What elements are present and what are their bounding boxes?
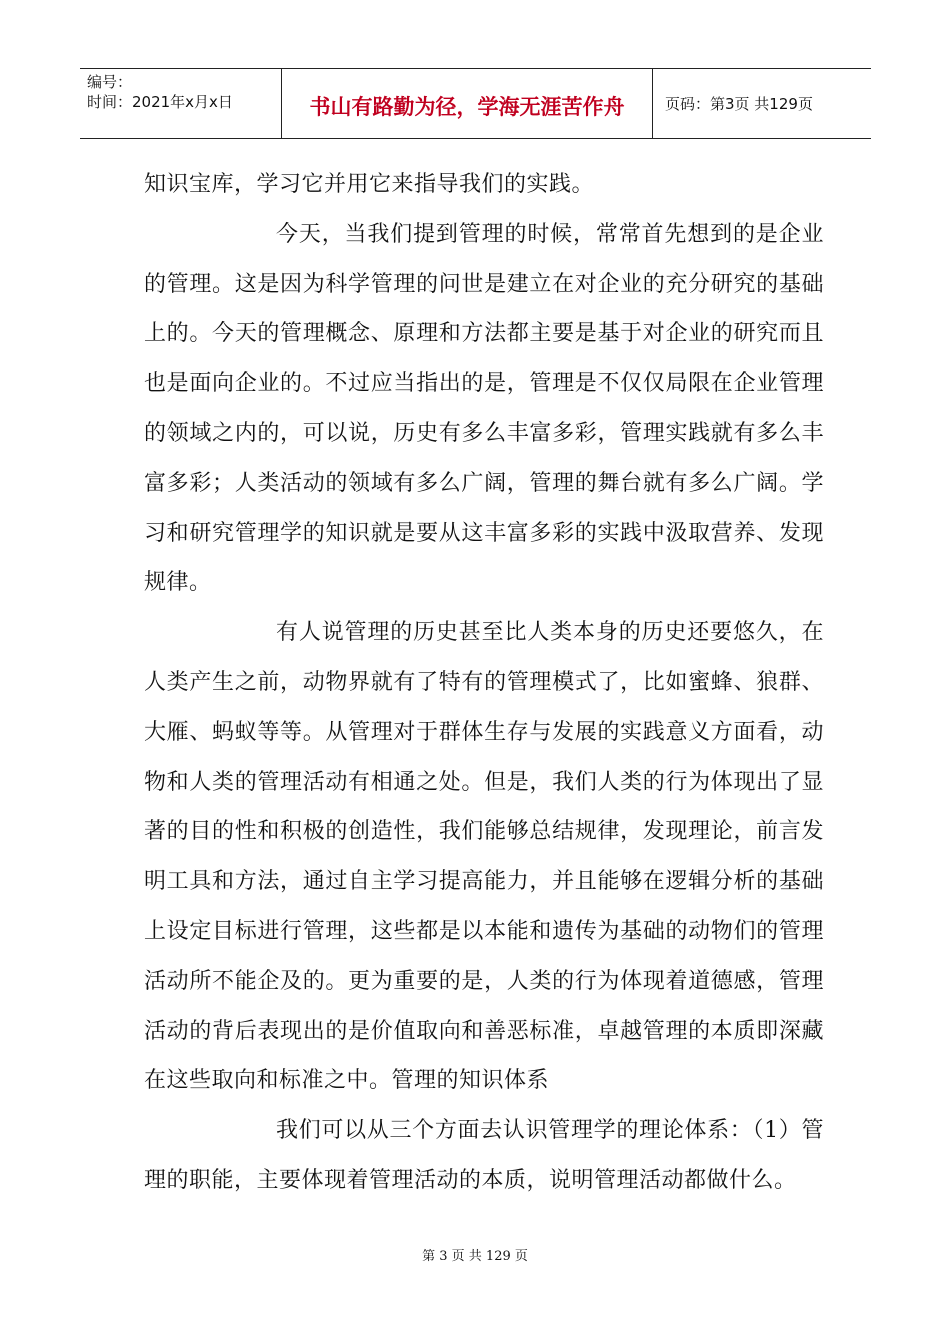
header-page-code: 页码：第3页 共129页 xyxy=(665,95,813,113)
header-page-cell xyxy=(653,69,871,138)
body-paragraph: 有人说管理的历史甚至比人类本身的历史还要悠久，在人类产生之前，动物界就有了特有的管理模式了，比如蜜蜂、狼群、大雁、蚂蚁等等。从管理对于群体生存与发展的实践意义方面看，动物和人类的管理活动有相通之处。但是，我们人类的行为体现出了显著的目的性和积极的创造性，我们能够总结规律，发现理论，前言发明工具和方法，通过自主学习提高能力，并且能够在逻辑分析的基础上设定目标进行管理，这些都是以本能和遗传为基础的动物们的管理活动所不能企及的。更为重要的是，人类的行为体现着道德感，管理活动的背后表现出的是价值取向和善恶标准，卓越管理的本质即深藏在这些取向和标准之中。管理的知识体系 xyxy=(144,620,824,1094)
body-paragraph: 今天，当我们提到管理的时候，常常首先想到的是企业的管理。这是因为科学管理的问世是建立在对企业的充分研究的基础上的。今天的管理概念、原理和方法都主要是基于对企业的研究而且也是面向企业的。不过应当指出的是，管理是不仅仅局限在企业管理的领域之内的，可以说，历史有多么丰富多彩，管理实践就有多么丰富多彩；人类活动的领域有多么广阔，管理的舞台就有多么广阔。学习和研究管理学的知识就是要从这丰富多彩的实践中汲取营养、发现规律。 xyxy=(144,221,824,596)
page-header xyxy=(80,68,871,139)
document-date-label: 时间：2021年x月x日 xyxy=(87,93,233,111)
body-paragraph: 我们可以从三个方面去认识管理学的理论体系：（1）管理的职能，主要体现着管理活动的本质，说明管理活动都做什么。 xyxy=(144,1118,824,1193)
document-body xyxy=(144,160,824,1206)
header-motto: 书山有路勤为径，学海无涯苦作舟 xyxy=(309,95,625,119)
body-paragraph: 知识宝库，学习它并用它来指导我们的实践。 xyxy=(144,172,595,197)
page-footer: 第 3 页 共 129 页 xyxy=(422,1249,528,1264)
document-number-label: 编号： xyxy=(87,73,133,91)
header-meta-cell xyxy=(80,69,281,138)
header-motto-cell xyxy=(281,69,653,138)
